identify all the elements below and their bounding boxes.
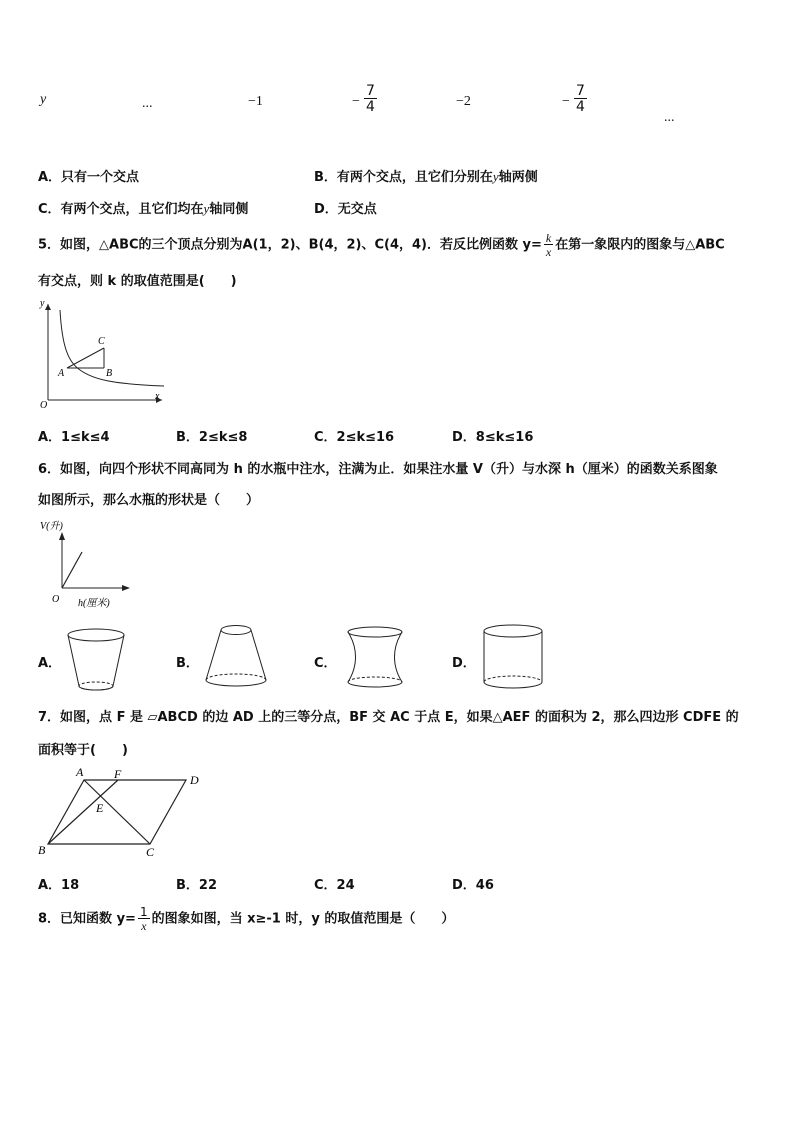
table-cell-minus-two: −2	[456, 94, 471, 109]
q5-figure	[34, 296, 170, 412]
q7-segment-bf	[48, 780, 118, 844]
q7-diagonal-ac	[84, 780, 150, 844]
q5-option-a: A．1≤k≤4	[38, 430, 110, 445]
q7-label-b: B	[38, 843, 46, 857]
q5-option-c: C．2≤k≤16	[314, 430, 395, 445]
q5-label-x: x	[155, 391, 160, 402]
q6-bottle-c	[342, 624, 408, 692]
q7-stem-line1: 7．如图，点 F 是 ▱ABCD 的边 AD 上的三等分点，BF 交 AC 于点 E，如果△AEF 的面积为 2，那么四边形 CDFE 的	[38, 710, 739, 725]
q6-option-a: A．	[38, 656, 62, 671]
q5-option-b: B．2≤k≤8	[176, 430, 248, 445]
q7-option-d: D．46	[452, 878, 494, 893]
q5-label-a: A	[58, 368, 65, 379]
table-cell-minus-one: −1	[248, 94, 263, 109]
q7-label-d: D	[190, 773, 199, 787]
table-fraction-2: $\frac{7}{4}$	[576, 83, 585, 115]
q8-stem: 8．已知函数 y= $\frac{1}{x}$ 的图象如图，当 x≥-1 时，y 的取值范围是（ ）	[38, 905, 455, 933]
q7-option-b: B．22	[176, 878, 217, 893]
q7-label-c: C	[146, 845, 155, 859]
q6-label-h: h(厘米)	[78, 598, 110, 609]
q7-label-e: E	[96, 801, 104, 815]
q7-option-a: A．18	[38, 878, 80, 893]
table-y-label: y	[40, 92, 47, 107]
q6-figure	[36, 516, 136, 612]
q6-bottle-a	[64, 626, 130, 694]
q6-option-d: D．	[452, 656, 476, 671]
q7-label-a: A	[76, 765, 84, 779]
q5-label-b: B	[106, 368, 113, 379]
table-fraction-1: $\frac{7}{4}$	[366, 83, 375, 115]
q5-triangle-side-ac	[67, 348, 104, 368]
q4-option-c: C．有两个交点，且它们均在y轴同侧	[38, 201, 249, 217]
q6-label-v: V(升)	[40, 521, 63, 532]
q6-stem-line2: 如图所示，那么水瓶的形状是（ ）	[38, 493, 260, 508]
q4-option-a: A．只有一个交点	[38, 170, 140, 185]
q4-option-d: D．无交点	[314, 202, 377, 217]
q5-label-y: y	[40, 298, 45, 309]
q7-stem-line2: 面积等于( )	[38, 743, 128, 758]
q6-stem-line1: 6．如图，向四个形状不同高同为 h 的水瓶中注水，注满为止．如果注水量 V（升）与水深 h（厘米）的函数关系图象	[38, 462, 718, 477]
table-cell-minus-sign-1: −	[352, 94, 360, 109]
q4-option-b: B．有两个交点，且它们分别在y轴两侧	[314, 169, 538, 185]
table-cell-ellipsis-2: ...	[664, 110, 675, 125]
q7-label-f: F	[114, 767, 122, 781]
q5-stem-line1: 5．如图，△ABC的三个顶点分别为A(1，2)、B(4，2)、C(4，4)．若反比例函数 y= $\frac{k}{x}$ 在第一象限内的图象与△ABC	[38, 231, 725, 259]
q5-label-c: C	[98, 336, 105, 347]
q5-option-d: D．8≤k≤16	[452, 430, 534, 445]
q6-option-b: B．	[176, 656, 199, 671]
q6-graph-line	[62, 552, 82, 588]
q6-label-o: O	[52, 594, 60, 605]
q6-option-c: C．	[314, 656, 337, 671]
q6-bottle-b	[202, 622, 270, 692]
table-cell-ellipsis-1: ...	[142, 96, 153, 111]
q7-figure	[34, 764, 210, 860]
q5-stem-line2: 有交点，则 k 的取值范围是( )	[38, 274, 237, 289]
q6-bottle-d	[480, 622, 546, 692]
q7-option-c: C．24	[314, 878, 355, 893]
q5-label-o: O	[40, 400, 48, 411]
table-cell-minus-sign-2: −	[562, 94, 570, 109]
